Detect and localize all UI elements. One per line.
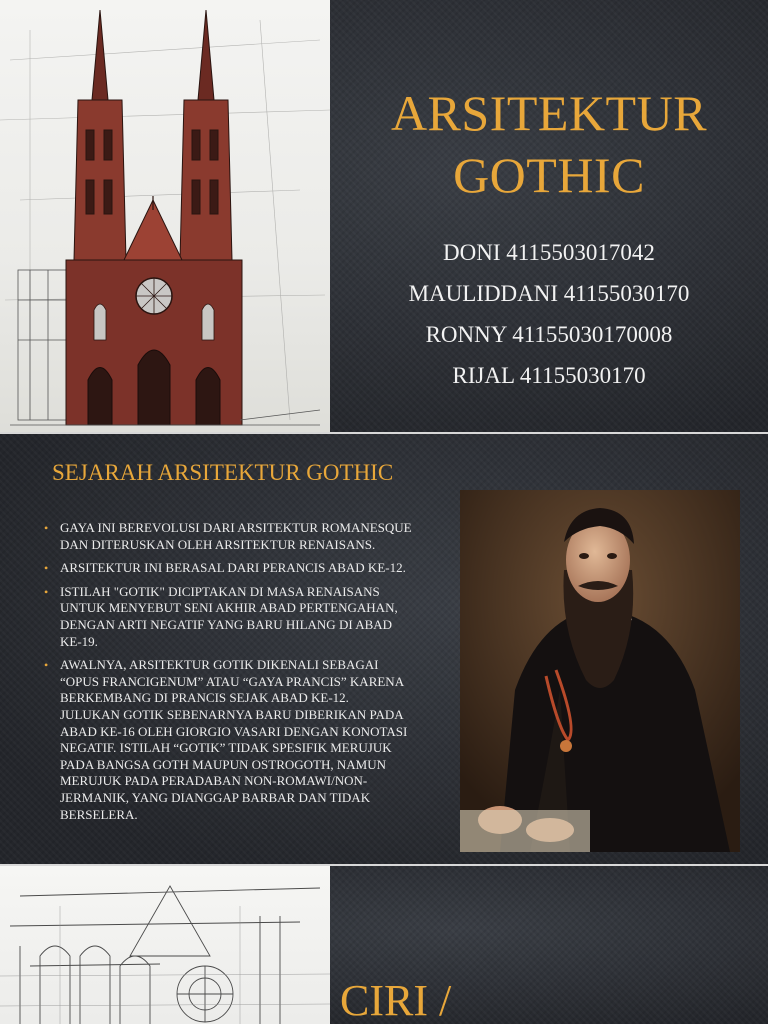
member-item: RONNY 41155030170008 bbox=[425, 322, 673, 347]
section-title: CIRI / bbox=[340, 976, 452, 1024]
bullet-icon: • bbox=[44, 521, 49, 535]
title-line-2: GOTHIC bbox=[453, 147, 645, 203]
facade-sketch-image bbox=[0, 866, 330, 1024]
bullet-item bbox=[42, 560, 412, 577]
bullet-icon: • bbox=[44, 658, 49, 673]
portrait-painting-image bbox=[460, 490, 740, 852]
bullet-icon: • bbox=[44, 561, 49, 576]
title-line-1: ARSITEKTUR bbox=[390, 85, 708, 141]
bullet-item bbox=[42, 584, 412, 650]
slide-history bbox=[0, 434, 768, 864]
main-title bbox=[340, 82, 758, 206]
cathedral-sketch-image bbox=[0, 0, 330, 432]
member-item: MAULIDDANI 41155030170 bbox=[408, 281, 690, 306]
bullet-icon: • bbox=[44, 584, 49, 599]
bullet-text: GAYA INI BEREVOLUSI DARI ARSITEKTUR ROMANESQUE DAN DITERUSKAN OLEH ARSITEKTUR RENAISANS. bbox=[60, 520, 412, 552]
bullet-item bbox=[42, 657, 412, 823]
bullet-list bbox=[42, 520, 412, 830]
slide-characteristics bbox=[0, 866, 768, 1024]
bullet-item bbox=[42, 520, 412, 553]
member-list bbox=[340, 232, 758, 396]
section-title: SEJARAH ARSITEKTUR GOTHIC bbox=[52, 460, 394, 485]
member-item: DONI 4115503017042 bbox=[443, 240, 655, 265]
member-item: RIJAL 41155030170 bbox=[452, 363, 646, 388]
bullet-text: ISTILAH "GOTIK" DICIPTAKAN DI MASA RENAISANS UNTUK MENYEBUT SENI AKHIR ABAD PERTENGAHAN, DENGAN ARTI NEGATIF YANG BARU HILANG DI ABAD KE-19. bbox=[60, 583, 398, 649]
bullet-text: AWALNYA, ARSITEKTUR GOTIK DIKENALI SEBAGAI “OPUS FRANCIGENUM” ATAU “GAYA PRANCIS” KARENA BERKEMBANG DI PRANCIS SEJAK ABAD KE-12. JULUKAN GOTIK SEBENARNYA BARU DIBERIKAN PADA ABAD KE-16 OLEH GIORGIO VASARI DENGAN KONOTASI NEGATIF. ISTILAH “GOTIK” TIDAK SPESIFIK MERUJUK PADA BANGSA GOTH MAUPUN OSTROGOTH, NAMUN MERUJUK PADA PERADABAN NON-ROMAWI/NON-JERMANIK, YANG DIANGGAP BARBAR DAN TIDAK BERSELERA. bbox=[60, 657, 408, 822]
slide-title bbox=[0, 0, 768, 432]
bullet-text: ARSITEKTUR INI BERASAL DARI PERANCIS ABAD KE-12. bbox=[60, 560, 406, 576]
